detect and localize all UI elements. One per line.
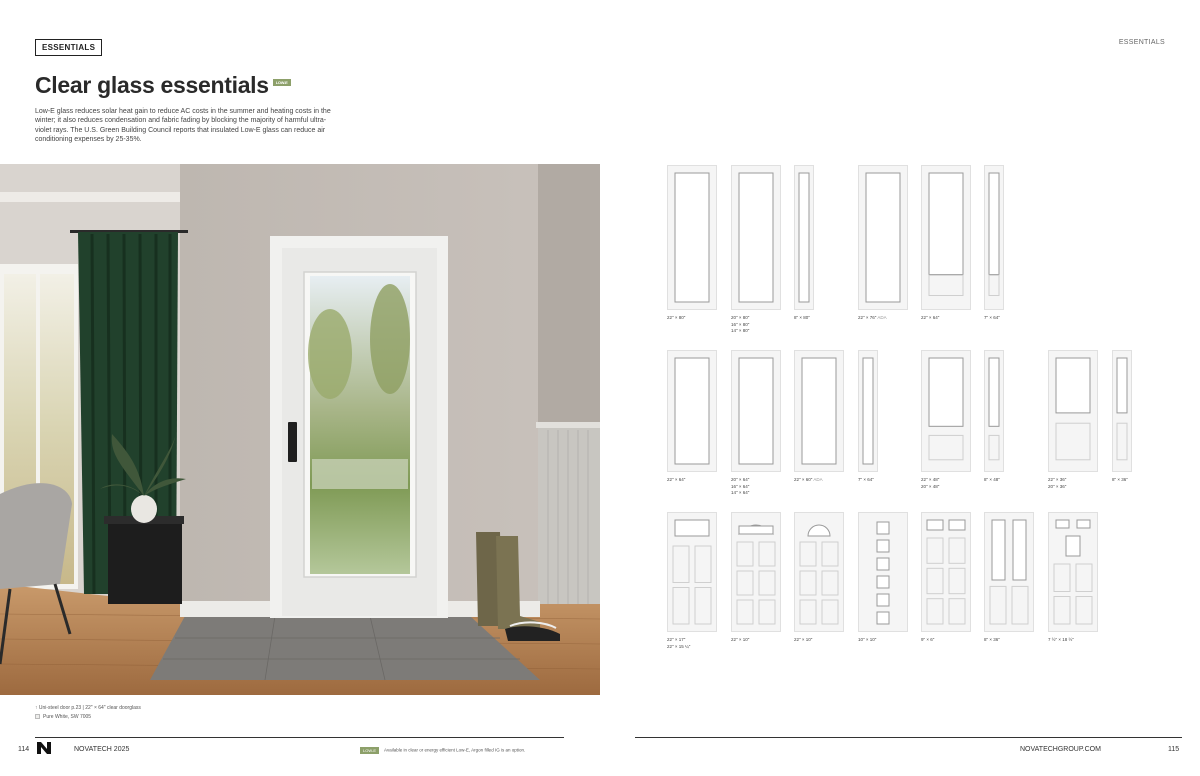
caption-paint [35,713,141,722]
glass-size-label: 7 ½" × 18 ½" [1048,637,1074,642]
door-glass-thumbnail [921,165,971,310]
glass-size-card [921,350,971,489]
intro-paragraph: Low-E glass reduces solar heat gain to reduce AC costs in the summer and heating costs in the winter; it also reduces condensation and fabric fading by blocking the majority of harmful ultra-violet rays. The U.S. Green Building Council reports that insulated Low-E glass can reduce air conditioning expenses by 25-35%. [35,108,331,144]
glass-size-label: 22" × 36" 20" × 36" [1048,477,1067,489]
glass-size-label: 7" × 64" [858,477,874,482]
glass-size-label: 22" × 64" [921,315,940,320]
door-glass-thumbnail [1048,512,1098,632]
glass-size-card [984,165,1004,320]
glass-size-label: 20" × 64" 16" × 64" 14" × 64" [731,477,750,496]
glass-size-label: 8" × 36" [1112,477,1128,482]
entryway-photo [0,164,600,695]
glass-size-card [1112,350,1132,482]
door-glass-thumbnail [794,512,844,632]
glass-size-card [858,165,908,320]
door-glass-thumbnail [984,350,1004,472]
door-glass-thumbnail [984,165,1004,310]
section-badge: ESSENTIALS [35,39,102,56]
ada-tag: ADA [876,315,887,320]
page-number-right: 115 [1168,746,1180,753]
footnote [360,747,525,754]
door-glass-thumbnail [794,350,844,472]
glass-size-card [984,512,1034,642]
glass-size-card [858,350,878,482]
glass-size-label: 8" × 48" [984,477,1000,482]
glass-size-card [921,512,971,642]
page-number-left: 114 [18,746,30,753]
door-glass-thumbnail [667,512,717,632]
ada-tag: ADA [812,477,823,482]
footnote-text: Available in clear or energy efficient Low-E, Argon filled IG is an option. [384,747,526,753]
door-glass-thumbnail [794,165,814,310]
photo-caption [35,704,141,721]
glass-size-card [858,512,908,642]
glass-size-label: 9" × 6" [921,637,935,642]
title-text: Clear glass essentials [35,72,269,98]
glass-size-label: 22" × 17" 22" × 15 ¼" [667,637,691,649]
door-glass-thumbnail [921,350,971,472]
low-e-tag: LOW-E [273,79,291,86]
door-glass-thumbnail [858,512,908,632]
glass-size-label: 8" × 36" [984,637,1000,642]
glass-size-label: 10" × 10" [858,637,877,642]
novatech-logo-icon [37,742,51,754]
door-glass-thumbnail [667,165,717,310]
glass-size-card [794,512,844,642]
glass-size-label: 8" × 80" [794,315,810,320]
door-glass-thumbnail [731,350,781,472]
glass-size-label: 22" × 48" 20" × 48" [921,477,940,489]
footnote-low-e-tag: LOW-E [360,747,379,754]
glass-size-card [667,165,717,320]
door-glass-thumbnail [731,165,781,310]
paint-swatch [35,714,40,719]
glass-size-label: 22" × 60" ADA [794,477,823,482]
caption-product: ↑ Uni-steel door p.23 | 22" × 64" clear doorglass [35,705,141,711]
caption-paint-text: Pure White, SW 7005 [43,713,92,720]
page-title [35,72,291,99]
glass-size-card [731,165,781,334]
glass-size-label: 22" × 76" ADA [858,315,887,320]
brand-year: NOVATECH 2025 [74,746,130,753]
door-glass-thumbnail [667,350,717,472]
glass-size-card [921,165,971,320]
glass-size-label: 20" × 80" 16" × 80" 14" × 80" [731,315,750,334]
door-glass-thumbnail [731,512,781,632]
footer-rule-right [635,737,1182,738]
glass-size-card [984,350,1004,482]
right-page [600,0,1200,776]
section-label: ESSENTIALS [1118,39,1165,46]
door-glass-thumbnail [858,350,878,472]
door-glass-thumbnail [858,165,908,310]
glass-size-card [794,350,844,482]
glass-size-label: 22" × 80" [667,315,686,320]
glass-size-card [731,350,781,496]
door-glass-thumbnail [1112,350,1132,472]
glass-size-card [794,165,814,320]
footer-rule-left [35,737,564,738]
glass-size-label: 22" × 10" [794,637,813,642]
entryway-photo-illustration [0,164,600,695]
door-glass-thumbnail [921,512,971,632]
glass-size-card [731,512,781,642]
glass-size-card [1048,350,1098,489]
door-glass-thumbnail [984,512,1034,632]
door-glass-thumbnail [1048,350,1098,472]
glass-size-label: 22" × 64" [667,477,686,482]
glass-size-card [667,512,717,649]
website: NOVATECHGROUP.COM [1020,746,1101,753]
glass-size-card [1048,512,1098,642]
glass-size-label: 22" × 10" [731,637,750,642]
glass-size-card [667,350,717,482]
glass-size-label: 7" × 64" [984,315,1000,320]
